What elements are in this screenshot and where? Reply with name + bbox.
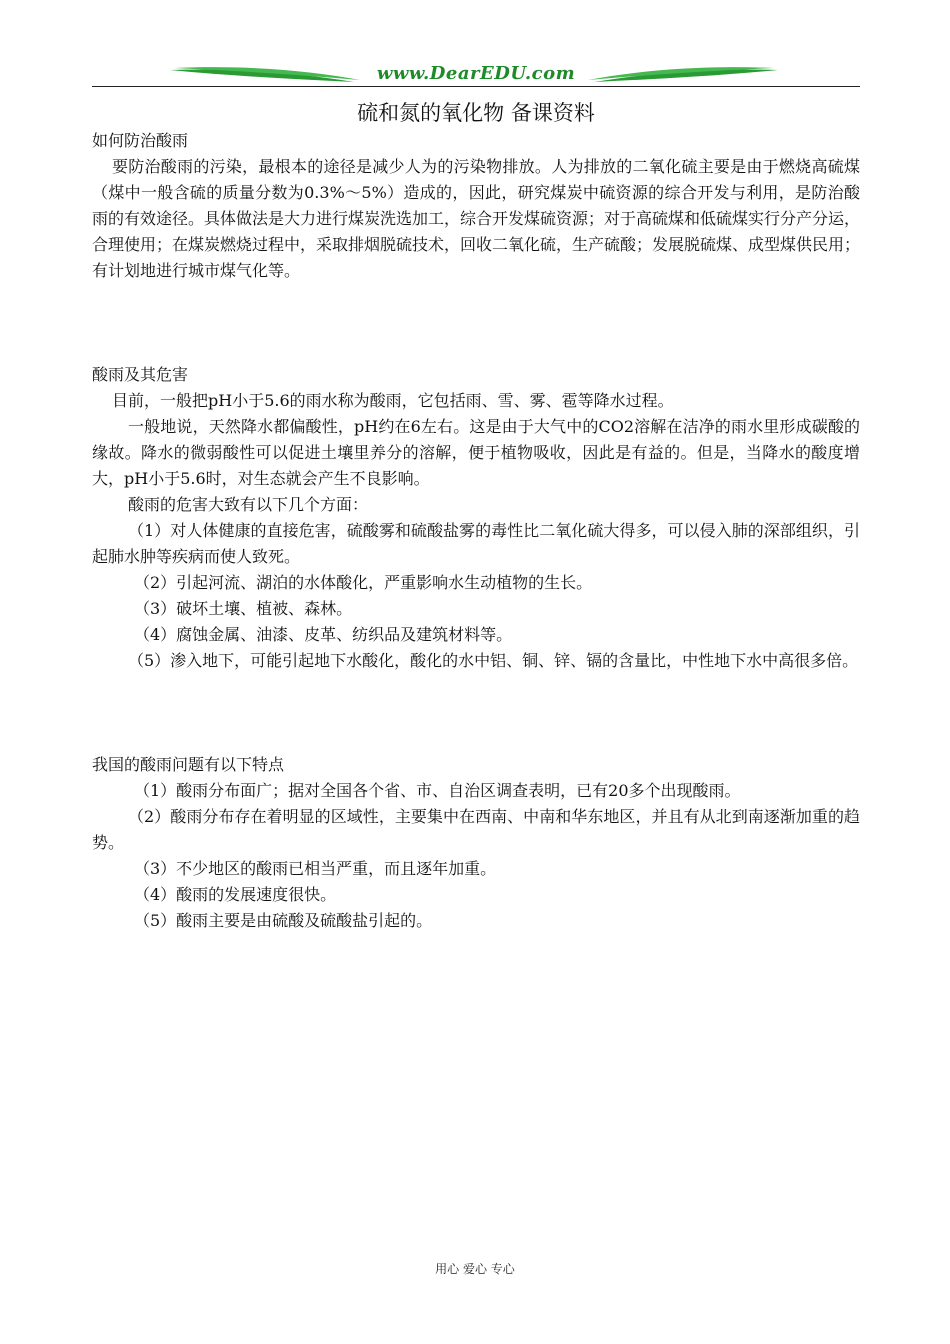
paragraph: 要防治酸雨的污染，最根本的途径是减少人为的污染物排放。人为排放的二氧化硫主要是由于燃烧高硫煤（煤中一般含硫的质量分数为0.3%～5%）造成的，因此，研究煤炭中硫资源的综合开发与利用，是防治酸雨的有效途径。具体做法是大力进行煤炭洗选加工，综合开发煤硫资源；对于高硫煤和低硫煤实行分产分运，合理使用；在煤炭燃烧过程中，采取排烟脱硫技术，回收二氧化硫，生产硫酸；发展脱硫煤、成型煤供民用；有计划地进行城市煤气化等。: [92, 157, 861, 280]
document-title: 硫和氮的氧化物 备课资料: [357, 101, 595, 125]
site-logo-text: www.DearEDU.com: [376, 63, 576, 84]
list-item: （2）酸雨分布存在着明显的区域性，主要集中在西南、中南和华东地区，并且有从北到南逐渐加重的趋势。: [92, 807, 860, 852]
page-header: [92, 62, 860, 90]
document-body: [92, 128, 860, 934]
section-heading: 我国的酸雨问题有以下特点: [92, 755, 285, 774]
section-heading: 酸雨及其危害: [92, 365, 189, 384]
list-item: （3）不少地区的酸雨已相当严重，而且逐年加重。: [134, 859, 497, 878]
paragraph: 目前，一般把pH小于5.6的雨水称为酸雨，它包括雨、雪、雾、雹等降水过程。: [112, 391, 674, 410]
list-item: （1）对人体健康的直接危害，硫酸雾和硫酸盐雾的毒性比二氧化硫大得多，可以侵入肺的深部组织，引起肺水肿等疾病而使人致死。: [92, 521, 860, 566]
spacer: [92, 674, 860, 752]
list-item: （2）引起河流、湖泊的水体酸化，严重影响水生动植物的生长。: [134, 573, 593, 592]
list-item: （5）酸雨主要是由硫酸及硫酸盐引起的。: [134, 911, 433, 930]
paragraph: 酸雨的危害大致有以下几个方面：: [128, 495, 369, 514]
paragraph: 一般地说，天然降水都偏酸性，pH约在6左右。这是由于大气中的CO2溶解在洁净的雨水里形成碳酸的缘故。降水的微弱酸性可以促进土壤里养分的溶解，便于植物吸收，因此是有益的。但是，当降水的酸度增大，pH小于5.6时，对生态就会产生不良影响。: [92, 417, 860, 488]
list-item: （3）破坏土壤、植被、森林。: [134, 599, 353, 618]
spacer: [92, 284, 860, 362]
section-heading: 如何防治酸雨: [92, 131, 189, 150]
list-item: （5）渗入地下，可能引起地下水酸化，酸化的水中铝、铜、锌、镉的含量比，中性地下水中高很多倍。: [128, 651, 859, 670]
list-item: （1）酸雨分布面广；据对全国各个省、市、自治区调查表明，已有20多个出现酸雨。: [134, 781, 741, 800]
page-footer: 用心 爱心 专心: [435, 1262, 515, 1276]
header-divider: [92, 86, 860, 87]
list-item: （4）酸雨的发展速度很快。: [134, 885, 337, 904]
list-item: （4）腐蚀金属、油漆、皮革、纺织品及建筑材料等。: [134, 625, 513, 644]
